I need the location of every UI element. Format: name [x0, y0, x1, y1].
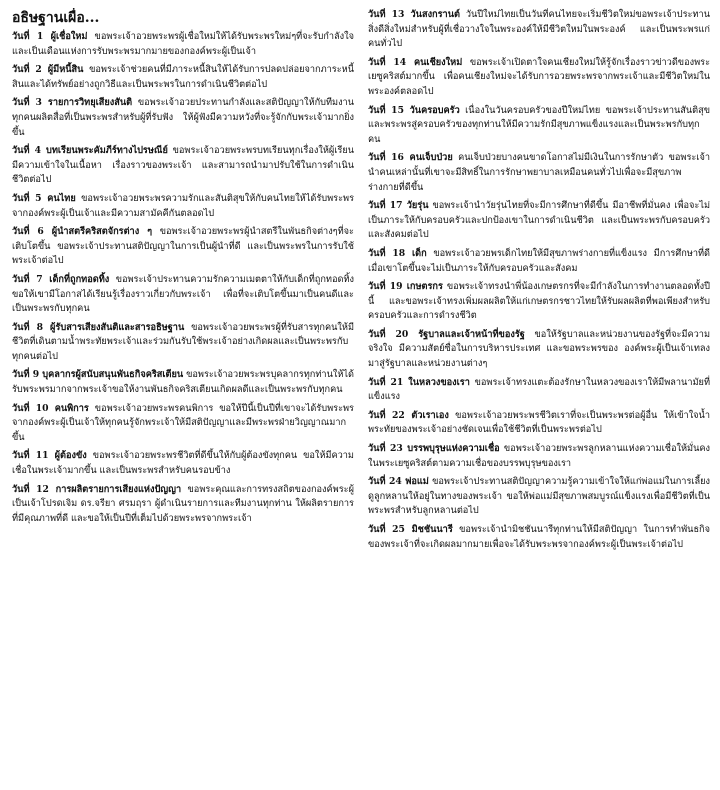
prayer-entry-label: วันที่ 9 บุคลากรผู้สนับสนุนพันธกิจคริสเตียน: [12, 369, 184, 381]
prayer-entry-text: ขอพระเจ้าทรงแตะต้องรักษาในหลวงของเราให้มีพลานามัยที่แข็งแรง: [368, 376, 710, 403]
prayer-entry: [12, 368, 354, 397]
prayer-entry-text: ขอพระเจ้าอวยพระพรผู้เชื่อใหม่ให้ได้รับพระพรใหม่ๆที่จะรับกำลังใจและเป็นเดือนแห่งการรับพระพรมากมายของกองค์พระผู้เป็นเจ้า: [12, 31, 354, 57]
prayer-entry-label: วันที่ 18 เด็ก: [368, 247, 427, 259]
prayer-entry-text: เนื่องในวันครอบครัวของปีใหม่ไทย ขอพระเจ้าประทานสันติสุขและพระพรสู่ครอบครัวของทุกท่านให้มีความรักมีสุขภาพแข็งแรงและเป็นพระพรกับทุกคน: [368, 104, 710, 145]
prayer-entry-label: วันที่ 13 วันสงกรานต์: [368, 9, 460, 20]
prayer-entry-text: ขอพระเจ้าอวยพระพรผู้ที่รับสารทุกคนให้มีชีวิตที่เดินตามน้ำพระทัยพระเจ้าและร่วมกันรับใช้พระเจ้าอย่างเกิดผลและเป็นพระพรกับทุกคนต่อไป: [12, 321, 354, 362]
prayer-entry-text: ขอพระเจ้าอวยพระพรชีวิตที่ดีขึ้นให้กับผู้ต้องขังทุกคน ขอให้มีความเชื่อในพระเจ้ามากขึ้น และเป็นพระพรสำหรับคนรอบข้าง: [12, 450, 354, 477]
prayer-entry-label: วันที่ 25 มิชชันนารี: [368, 524, 453, 535]
prayer-entry: [368, 151, 710, 195]
prayer-entry-text: ขอพระเจ้าอวยพรเด็กไทยให้มีสุขภาพร่างกายที่แข็งแรง มีการศึกษาที่ดี เมื่อเขาโตขึ้นจะไม่เป็นภาระให้กับครอบครัวและสังคม: [368, 247, 710, 274]
prayer-entry-text: ขอพระเจ้าช่วยคนที่มีภาระหนี้สินให้ได้รับการปลดปล่อยจากภาระหนี้สินและได้ทรัพย์อย่างถูกวิธีและเป็นพระพรในการดำเนินชีวิตต่อไป: [12, 64, 354, 90]
prayer-entry-text: ขอพระเจ้านำวัยรุ่นไทยที่จะมีการศึกษาที่ดีขึ้น มีอาชีพที่มั่นคง เพื่อจะไม่เป็นภาระให้กับครอบครัวและปกป้องเขาในการดำเนินชีวิต และเป็นพระพรกับครอบครัวและสังคมต่อไป: [368, 200, 710, 241]
left-column: [12, 8, 354, 784]
prayer-entry-text: ขอพระเจ้าอวยพระพรผู้นำสตรีในพันธกิจต่างๆที่จะเติบโตขึ้น ขอพระเจ้าประทานสติปัญญาในการเป็นผู้นำที่ดี และเป็นพระพรในการรับใช้พระเจ้าต่อไป: [12, 226, 354, 267]
prayer-entry-label: วันที่ 10 คนพิการ: [12, 402, 89, 414]
prayer-entry: [368, 475, 710, 519]
prayer-entry-text: ขอพระคุณและการทรงสถิตของกองค์พระผู้เป็นเจ้าโปรดเจิม ดร.จรียา ศรมฤรา ผู้ดำเนินรายการและทีมงานทุกท่าน ให้ผลิตรายการที่มีคุณภาพที่ดี และขอให้เป็นปีที่เต็มไปด้วยพระพรจากพระเจ้า: [12, 483, 354, 524]
prayer-entry: [368, 442, 710, 471]
prayer-entry-label: วันที่ 6 ผู้นำสตรีคริสตจักรต่าง ๆ: [12, 226, 153, 238]
prayer-entry-text: วันปีใหม่ไทยเป็นวันที่คนไทยจะเริ่มชีวิตใหม่ขอพระเจ้าประทานสิ่งดีสิ่งใหม่สำหรับผู้ที่เชื่อวางใจในพระองค์ให้มีชีวิตใหม่ในพระองค์ และเป็นพระพรแก่คนทั่วไป: [368, 9, 710, 50]
prayer-entry-label: วันที่ 5 คนไทย: [12, 192, 76, 204]
prayer-entry: [12, 144, 354, 188]
prayer-entry-label: วันที่ 21 ในหลวงของเรา: [368, 376, 470, 388]
prayer-entry: [12, 483, 354, 527]
prayer-entry: [368, 8, 710, 52]
prayer-entry-label: วันที่ 2 ผู้มีหนี้สิน: [12, 64, 84, 76]
prayer-entry-label: วันที่ 12 การผลิตรายการเสียงแห่งปัญญา: [12, 483, 182, 495]
prayer-entry-text: ขอพระเจ้าเปิดตาใจคนเชียงใหม่ให้รู้จักเรื่องราวข่าวดีของพระเยซูคริสต์มากขึ้น เพื่อคนเชียงใหม่จะได้รับการอวยพระพรจากพระเจ้าและมีชีวิตใหม่ในพระองค์ตลอดไป: [368, 56, 710, 97]
prayer-entry-text: คนเจ็บป่วยบางคนขาดโอกาสไม่มีเงินในการรักษาตัว ขอพระเจ้านำคนเหล่านั้นที่เขาจะมีสิทธิ์ในการรักษาพยาบาลเหมือนคนทั่วไปเพื่อจะมีสุขภาพร่างกายที่ดีขึ้น: [368, 152, 710, 193]
prayer-entry-label: วันที่ 8 ผู้รับสารเสียงสันติและสารอธิษฐาน: [12, 321, 185, 333]
prayer-entry-label: วันที่ 3 รายการวิทยุเสียงสันติ: [12, 97, 133, 109]
prayer-entry: [368, 247, 710, 276]
prayer-entry: [368, 56, 710, 100]
prayer-entry-label: วันที่ 19 เกษตรกร: [368, 281, 443, 293]
prayer-entry: [368, 328, 710, 372]
prayer-entry: [368, 376, 710, 405]
prayer-entry-label: วันที่ 7 เด็กที่ถูกทอดทิ้ง: [12, 273, 110, 285]
prayer-entry-text: ขอพระเจ้าประทานสติปัญญาความรู้ความเข้าใจให้แก่พ่อแม่ในการเลี้ยงดูลูกหลานให้อยู่ในทางของพระเจ้า ขอให้พ่อแม่มีสุขภาพสมบูรณ์แข็งแรงเพื่อมีชีวิตที่เป็นพระพรสำหรับลูกหลานต่อไป: [368, 476, 710, 517]
right-column: [368, 8, 710, 784]
prayer-entry-text: ขอพระเจ้าประทานความรักความเมตตาให้กับเด็กที่ถูกทอดทิ้ง ขอให้เขามีโอกาสได้เรียนรู้เรื่องราวเกี่ยวกับพระเจ้า เพื่อที่จะเติบโตขึ้นมาเป็นคนดีและเป็นพระพรกับทุกคน: [12, 273, 354, 315]
prayer-entry-text: ขอพระเจ้าทรงนำพี่น้องเกษตรกรที่จะมีกำลังในการทำงานตลอดทั้งปีนี้ และขอพระเจ้าทรงเพิ่มผลผลิตให้แก่เกษตรกรชาวไทยให้รับผลผลิตที่พอเพียงสำหรับครอบครัวและการดำรงชีวิต: [368, 281, 710, 322]
prayer-entry-label: วันที่ 4 บทเรียนพระคัมภีร์ทางไปรษณีย์: [12, 145, 168, 157]
prayer-entry-label: วันที่ 20 รัฐบาลและเจ้าหน้าที่ของรัฐ: [368, 328, 525, 340]
prayer-entry-label: วันที่ 17 วัยรุ่น: [368, 200, 429, 212]
prayer-entry-text: ขอพระเจ้าอวยพระพรชีวิตเราที่จะเป็นพระพรต่อผู้อื่น ให้เข้าใจน้ำพระทัยของพระเจ้าอย่างชัดเจนเพื่อใช้ชีวิตที่เป็นพระพรต่อไป: [368, 409, 710, 436]
prayer-entry-label: วันที่ 15 วันครอบครัว: [368, 104, 460, 116]
prayer-entry: [368, 104, 710, 148]
prayer-entry-label: วันที่ 22 ตัวเราเอง: [368, 409, 449, 421]
prayer-entry: [368, 523, 710, 552]
prayer-entry: [12, 449, 354, 478]
prayer-entry-text: ขอให้รัฐบาลและหน่วยงานของรัฐที่จะมีความจริงใจ มีความสัตย์ซื่อในการบริหารประเทศ และขอพระพรของ องค์พระผู้เป็นเจ้าเทลงมาสู่รัฐบาลและหน่วยงานต่างๆ: [368, 328, 710, 370]
page-title: อธิษฐานเผื่อ...: [12, 10, 100, 26]
prayer-entry: [368, 199, 710, 243]
prayer-entry: [368, 409, 710, 438]
prayer-entry-text: ขอพระเจ้านำมิชชันนารีทุกท่านให้มีสติปัญญา ในการทำพันธกิจของพระเจ้าที่จะเกิดผลมากมายเพื่อจะได้รับพระพรจากองค์พระผู้เป็นพระเจ้าต่อไป: [368, 524, 710, 550]
prayer-entry: [12, 321, 354, 365]
prayer-entry: [12, 402, 354, 446]
prayer-entry: [12, 225, 354, 269]
prayer-entry-text: ขอพระเจ้าอวยพระพรความรักและสันติสุขให้กับคนไทยให้ได้รับพระพรจากองค์พระผู้เป็นเจ้าและมีความสามัคคีกันตลอดไป: [12, 192, 354, 219]
prayer-entry: [12, 192, 354, 221]
prayer-entry-label: วันที่ 11 ผู้ต้องขัง: [12, 450, 87, 462]
prayer-entry-label: วันที่ 1 ผู้เชื่อใหม่: [12, 31, 88, 42]
prayer-entry-label: วันที่ 24 พ่อแม่: [368, 476, 429, 488]
prayer-entry-label: วันที่ 23 บรรพบุรุษแห่งความเชื่อ: [368, 443, 500, 455]
prayer-entry: [12, 96, 354, 140]
prayer-entry: [12, 30, 354, 59]
prayer-entry-label: วันที่ 16 คนเจ็บป่วย: [368, 152, 453, 164]
prayer-entry: [12, 273, 354, 317]
prayer-entry-text: ขอพระเจ้าอวยพระพรคนพิการ ขอให้ปีนี้เป็นปีที่เขาจะได้รับพระพรจากองค์พระผู้เป็นเจ้าให้ทุกคนรู้จักพระเจ้าให้มีสติปัญญาและมีพระพรฝ่ายวิญญาณมากขึ้น: [12, 402, 354, 443]
prayer-entry-label: วันที่ 14 คนเชียงใหม่: [368, 56, 463, 68]
prayer-entry: [12, 63, 354, 92]
prayer-entry-text: ขอพระเจ้าอวยพระพรบุคลากรทุกท่านให้ได้รับพระพรมากจากพระเจ้าขอให้งานพันธกิจคริสเตียนเกิดผลดีและเป็นพระพรกับทุกคน: [12, 369, 354, 396]
prayer-entry-text: ขอพระเจ้าอวยพระพรบทเรียนทุกเรื่องให้ผู้เรียนมีความเข้าใจในเนื้อหา เรื่องราวของพระเจ้า และสามารถนำมาปรับใช้ในการดำเนินชีวิตต่อไป: [12, 145, 354, 186]
prayer-entry-text: ขอพระเจ้าอวยพระพรลูกหลานแห่งความเชื่อให้มั่นคงในพระเยซูคริสต์ตามความเชื่อของบรรพบุรุษของเรา: [368, 443, 710, 469]
prayer-entry: [368, 280, 710, 324]
prayer-entry-text: ขอพระเจ้าอวยประทานกำลังและสติปัญญาให้กับทีมงานทุกคนผลิตสื่อที่เป็นพระพรสำหรับผู้ที่รับฟัง ให้ผู้ฟังมีความหวังที่จะรู้จักกับพระเจ้ามากยิ่งขึ้น: [12, 97, 354, 138]
